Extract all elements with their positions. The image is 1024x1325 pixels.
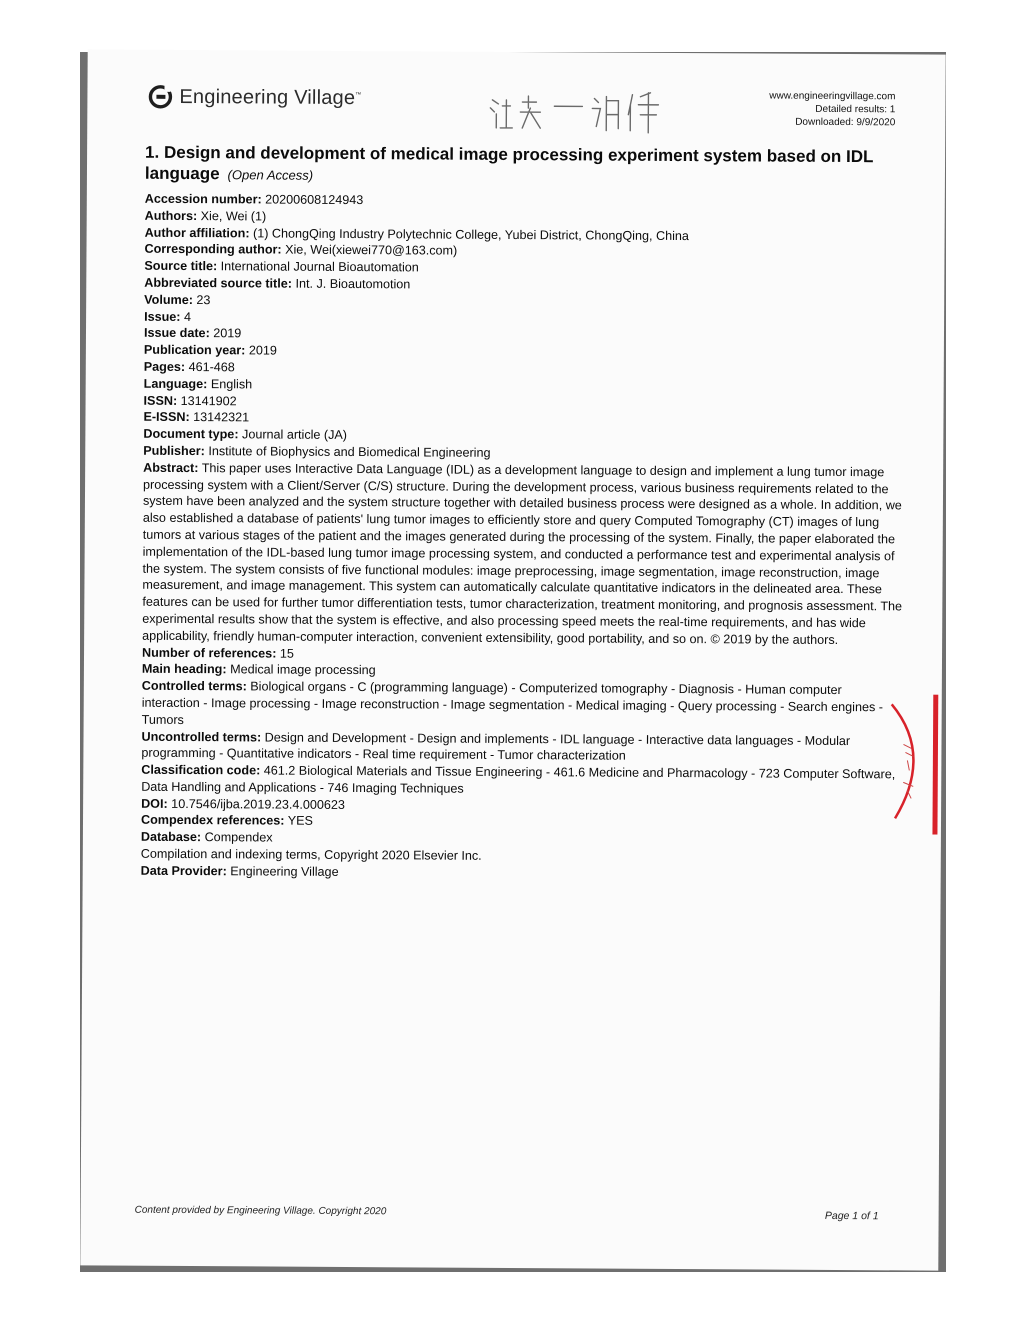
record-title (145, 142, 905, 190)
field-value: Design and Development - Design and implements - IDL language - Interactive data languages - Modular programming - Quantitative indicators - Real time requirement - Tumor characterization (141, 729, 851, 763)
field-label: Accession number: (144, 191, 262, 207)
record-content (141, 142, 905, 884)
field-value: Institute of Biophysics and Biomedical Engineering (208, 444, 491, 460)
field-label: Controlled terms: (141, 678, 247, 694)
handwritten-annotation (482, 78, 682, 137)
field-value: Xie, Wei (1) (200, 208, 267, 224)
field-value: 461-468 (188, 359, 235, 375)
field-value: Engineering Village (230, 864, 339, 879)
field-label: Issue date: (143, 326, 210, 341)
field-value: 20200608124943 (265, 192, 364, 208)
red-stamp-fragment (881, 694, 942, 834)
field-value: Int. J. Bioautomotion (295, 276, 411, 292)
record-field (141, 762, 901, 800)
field-value: 10.7546/ijba.2019.23.4.000623 (171, 796, 345, 812)
record-title-text: 1. Design and development of medical image processing experiment system based on IDL language (144, 142, 874, 184)
field-label: Authors: (144, 208, 198, 223)
field-value: 13142321 (193, 410, 250, 425)
field-value: 23 (196, 292, 211, 307)
field-label: E-ISSN: (143, 410, 190, 425)
site-url: www.engineeringvillage.com (769, 90, 896, 103)
field-label: Uncontrolled terms: (141, 729, 262, 744)
field-label: Language: (143, 376, 208, 391)
field-label: DOI: (141, 796, 168, 811)
field-value: 4 (183, 309, 192, 324)
record-field (141, 728, 901, 766)
field-label: Data Provider: (140, 863, 227, 879)
field-value: Compendex (204, 830, 273, 845)
field-value: Xie, Wei(xiewei770@163.com) (285, 242, 458, 259)
field-value: Compilation and indexing terms, Copyright 2020 Elsevier Inc. (140, 846, 482, 863)
field-label: Compendex references: (140, 813, 285, 829)
field-value: 15 (279, 646, 294, 661)
record-field (141, 863, 901, 884)
record-fields (141, 191, 905, 884)
record-field (142, 459, 903, 648)
field-label: ISSN: (143, 393, 178, 408)
field-label: Document type: (143, 426, 239, 442)
field-value: Medical image processing (230, 662, 376, 678)
field-label: Number of references: (141, 645, 277, 661)
field-label: Abbreviated source title: (144, 275, 293, 291)
field-label: Database: (140, 830, 202, 845)
record-field (142, 678, 902, 733)
footer-page-number: Page 1 of 1 (824, 1209, 879, 1223)
field-value: Journal article (JA) (242, 427, 348, 443)
field-label: Source title: (144, 258, 218, 274)
field-label: Corresponding author: (144, 242, 282, 257)
field-value: English (210, 376, 253, 392)
engineering-village-logo (147, 84, 361, 111)
logo-text: Engineering Village™ (179, 85, 362, 109)
field-value: International Journal Bioautomation (220, 259, 419, 275)
field-label: Publisher: (143, 443, 205, 459)
document-page (80, 49, 945, 1270)
field-label: Pages: (143, 359, 186, 374)
field-value: 2019 (213, 326, 242, 341)
field-value: 461.2 Biological Materials and Tissue Engineering - 461.6 Medicine and Pharmacology - 723 Computer Software, Data Handling and Applications - 746 Imaging Techniques (141, 763, 896, 796)
ev-logo-icon (147, 84, 173, 110)
field-value: 13141902 (180, 393, 237, 408)
detailed-results: Detailed results: 1 (815, 103, 896, 116)
field-value: 2019 (248, 343, 277, 358)
field-label: Issue: (144, 309, 181, 324)
field-value: (1) ChongQing Industry Polytechnic College, Yubei District, ChongQing, China (252, 225, 689, 243)
field-label: Publication year: (143, 342, 246, 358)
field-label: Main heading: (141, 662, 227, 677)
field-value: YES (287, 814, 314, 829)
field-label: Classification code: (141, 762, 261, 778)
download-meta (769, 90, 895, 130)
field-label: Abstract: (143, 460, 199, 475)
open-access-label: (Open Access) (227, 167, 314, 183)
field-value: This paper uses Interactive Data Language (IDL) as a development language to design and implement a lung tumor image processing system with a Client/Server (C/S) structure. During the development process, various business requirements related to the system have been analyzed and the system structure together with detailed business process were designed as a whole. In addition, we also established a database of patients' lung tumor images to efficiently store and query Computed Tomography (CT) images of lung tumors at various stages of the patient and the images generated during the processing of the system. Finally, the paper elaborated the implementation of the IDL-based lung tumor image processing system, and conducted a performance test and experimental analysis of the system. The system consists of five functional modules: image preprocessing, image segmentation, image reconstruction, image measurement, and image management. This system can automatically calculate quantitative indicators in the delineated area. These features can be used for further tumor differentiation tests, tumor characterization, treatment monitoring, and prognosis assessment. The experimental results show that the system is effective, and also processing speed meets the real-time requirements, and has wide applicability, friendly human-computer interaction, convenient extensibility, good portability, and so on. © 2019 by the authors. (142, 460, 903, 647)
footer-copyright: Content provided by Engineering Village. Copyright 2020 (134, 1204, 387, 1218)
downloaded-date: Downloaded: 9/9/2020 (795, 116, 896, 129)
field-label: Author affiliation: (144, 225, 250, 240)
field-value: Biological organs - C (programming language) - Computerized tomography - Diagnosis - Human computer interaction - Image processing - Image reconstruction - Image segmentation - Medical imaging - Query processing - Search engines - Tumors (141, 679, 884, 727)
field-label: Volume: (144, 292, 193, 307)
